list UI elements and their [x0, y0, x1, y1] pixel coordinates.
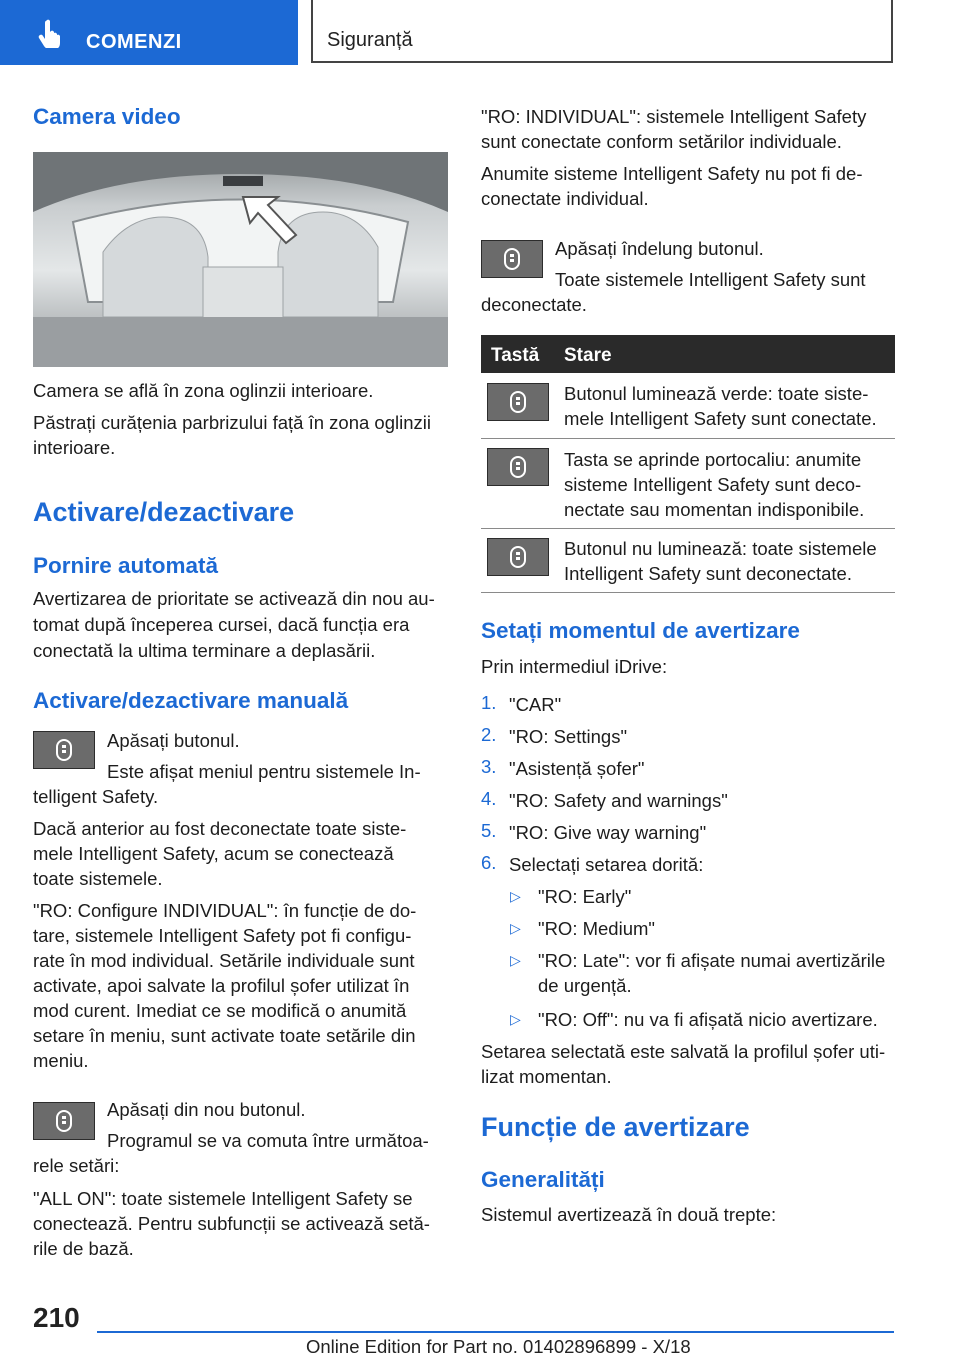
menu-text-line-1: Este afișat meniul pentru sistemele In-	[107, 761, 421, 782]
row1-text-line-2: mele Intelligent Safety sunt conectate.	[564, 408, 877, 429]
table-divider	[481, 438, 895, 439]
chapter-tab[interactable]	[0, 0, 298, 65]
toggle-text-line-1: Programul se va comuta între următoa-	[107, 1130, 429, 1151]
hand-pointer-icon	[38, 18, 66, 48]
step-item: "CAR"	[509, 694, 562, 715]
status-table-header	[481, 335, 895, 373]
option-early: "RO: Early"	[538, 886, 632, 907]
general-heading: Generalități	[481, 1167, 605, 1192]
individual-text-line-2: sunt conectate conform setărilor individuale.	[481, 131, 842, 152]
camera-paragraph-2-line-1: Păstrați curățenia parbrizului față în zona oglinzii	[33, 412, 431, 433]
cfg-text-line-4: activate, apoi salvate la profilul șofer utilizat în	[33, 975, 410, 996]
button-orange-image	[487, 448, 549, 486]
warning-function-heading: Funcție de avertizare	[481, 1112, 750, 1142]
step-number: 3.	[481, 756, 497, 777]
camera-paragraph-2-line-2: interioare.	[33, 437, 116, 458]
cfg-text-line-6: setare în meniu, sunt activate toate setările din	[33, 1025, 416, 1046]
section-header	[311, 0, 893, 63]
step-number: 2.	[481, 724, 497, 745]
prev-text-line-2: mele Intelligent Safety, acum se conectează	[33, 843, 394, 864]
button-off-image	[487, 538, 549, 576]
press-again-text: Apăsați din nou butonul.	[107, 1099, 306, 1120]
intelligent-safety-button-image-3	[481, 240, 543, 278]
step-number: 4.	[481, 788, 497, 809]
auto-text-line-3: conectată la ultima terminare a deplasării.	[33, 640, 376, 661]
step-number: 1.	[481, 692, 497, 713]
all-off-text-line-2: deconectate.	[481, 294, 587, 315]
triangle-bullet-icon: ▷	[510, 952, 521, 968]
via-idrive-text: Prin intermediul iDrive:	[481, 656, 668, 677]
cfg-text-line-2: tare, sistemele Intelligent Safety pot fi configu-	[33, 925, 412, 946]
menu-text-line-2: telligent Safety.	[33, 786, 159, 807]
option-medium: "RO: Medium"	[538, 918, 655, 939]
section-title: Siguranță	[327, 29, 413, 51]
prev-text-line-1: Dacă anterior au fost deconectate toate siste-	[33, 818, 407, 839]
option-off: "RO: Off": nu va fi afișată nicio avertizare.	[538, 1009, 878, 1030]
saved-text-line-1: Setarea selectată este salvată la profilul șofer uti-	[481, 1041, 886, 1062]
camera-heading: Camera video	[33, 104, 181, 129]
camera-location-photo	[33, 152, 448, 367]
allon-text-line-2: conectează. Pentru subfuncții se activează setă-	[33, 1213, 430, 1234]
footer-divider	[97, 1331, 894, 1333]
safety-button-icon	[508, 390, 528, 414]
cfg-text-line-5: mod curent. Imediat ce se modifică o anumită	[33, 1000, 407, 1021]
rear-window-illustration	[33, 152, 448, 367]
long-press-text: Apăsați îndelung butonul.	[555, 238, 764, 259]
all-off-text-line-1: Toate sistemele Intelligent Safety sunt	[555, 269, 866, 290]
triangle-bullet-icon: ▷	[510, 888, 521, 904]
option-late-line-2: de urgență.	[538, 975, 632, 996]
safety-button-icon	[508, 545, 528, 569]
some-text-line-2: conectate individual.	[481, 188, 649, 209]
prev-text-line-3: toate sistemele.	[33, 868, 163, 889]
step-item: "RO: Give way warning"	[509, 822, 707, 843]
table-col-state: Stare	[564, 345, 612, 366]
row3-text-line-1: Butonul nu luminează: toate sistemele	[564, 538, 877, 559]
allon-text-line-3: rile de bază.	[33, 1238, 134, 1259]
safety-button-icon	[508, 455, 528, 479]
table-col-key: Tastă	[491, 345, 540, 366]
safety-button-icon	[502, 247, 522, 271]
step-item: "Asistență șofer"	[509, 758, 645, 779]
safety-button-icon	[54, 1109, 74, 1133]
table-divider	[481, 528, 895, 529]
camera-paragraph-1: Camera se află în zona oglinzii interioare.	[33, 380, 374, 401]
some-text-line-1: Anumite sisteme Intelligent Safety nu pot fi de-	[481, 163, 863, 184]
auto-start-heading: Pornire automată	[33, 553, 219, 578]
step-item: "RO: Settings"	[509, 726, 628, 747]
option-late-line-1: "RO: Late": vor fi afișate numai avertizările	[538, 950, 886, 971]
individual-text-line-1: "RO: INDIVIDUAL": sistemele Intelligent Safety	[481, 106, 867, 127]
chapter-tab-label: COMENZI	[86, 31, 182, 53]
page-number: 210	[33, 1302, 80, 1333]
table-divider	[481, 592, 895, 593]
set-warning-heading: Setați momentul de avertizare	[481, 618, 800, 643]
auto-text-line-2: tomat după începerea cursei, dacă funcția era	[33, 614, 410, 635]
step-number: 5.	[481, 820, 497, 841]
intelligent-safety-button-image	[33, 731, 95, 769]
row2-text-line-3: nectate sau momentan indisponibile.	[564, 499, 865, 520]
cfg-text-line-1: "RO: Configure INDIVIDUAL": în funcție de do-	[33, 900, 417, 921]
edition-text: Online Edition for Part no. 01402896899 - X/18	[306, 1336, 691, 1357]
row1-text-line-1: Butonul luminează verde: toate siste-	[564, 383, 869, 404]
intelligent-safety-button-image-2	[33, 1102, 95, 1140]
manual-heading: Activare/dezactivare manuală	[33, 688, 349, 713]
step-item: Selectați setarea dorită:	[509, 854, 704, 875]
toggle-text-line-2: rele setări:	[33, 1155, 120, 1176]
triangle-bullet-icon: ▷	[510, 1011, 521, 1027]
step-item: "RO: Safety and warnings"	[509, 790, 728, 811]
auto-text-line-1: Avertizarea de prioritate se activează din nou au-	[33, 588, 435, 609]
button-green-image	[487, 383, 549, 421]
cfg-text-line-7: meniu.	[33, 1050, 89, 1071]
safety-button-icon	[54, 738, 74, 762]
two-steps-text: Sistemul avertizează în două trepte:	[481, 1204, 777, 1225]
allon-text-line-1: "ALL ON": toate sistemele Intelligent Safety se	[33, 1188, 413, 1209]
cfg-text-line-3: rate în mod individual. Setările individuale sunt	[33, 950, 415, 971]
saved-text-line-2: lizat momentan.	[481, 1066, 612, 1087]
triangle-bullet-icon: ▷	[510, 920, 521, 936]
row2-text-line-1: Tasta se aprinde portocaliu: anumite	[564, 449, 862, 470]
row3-text-line-2: Intelligent Safety sunt deconectate.	[564, 563, 852, 584]
row2-text-line-2: sisteme Intelligent Safety sunt deco-	[564, 474, 862, 495]
activation-heading: Activare/dezactivare	[33, 497, 295, 527]
step-number: 6.	[481, 852, 497, 873]
press-button-text: Apăsați butonul.	[107, 730, 240, 751]
